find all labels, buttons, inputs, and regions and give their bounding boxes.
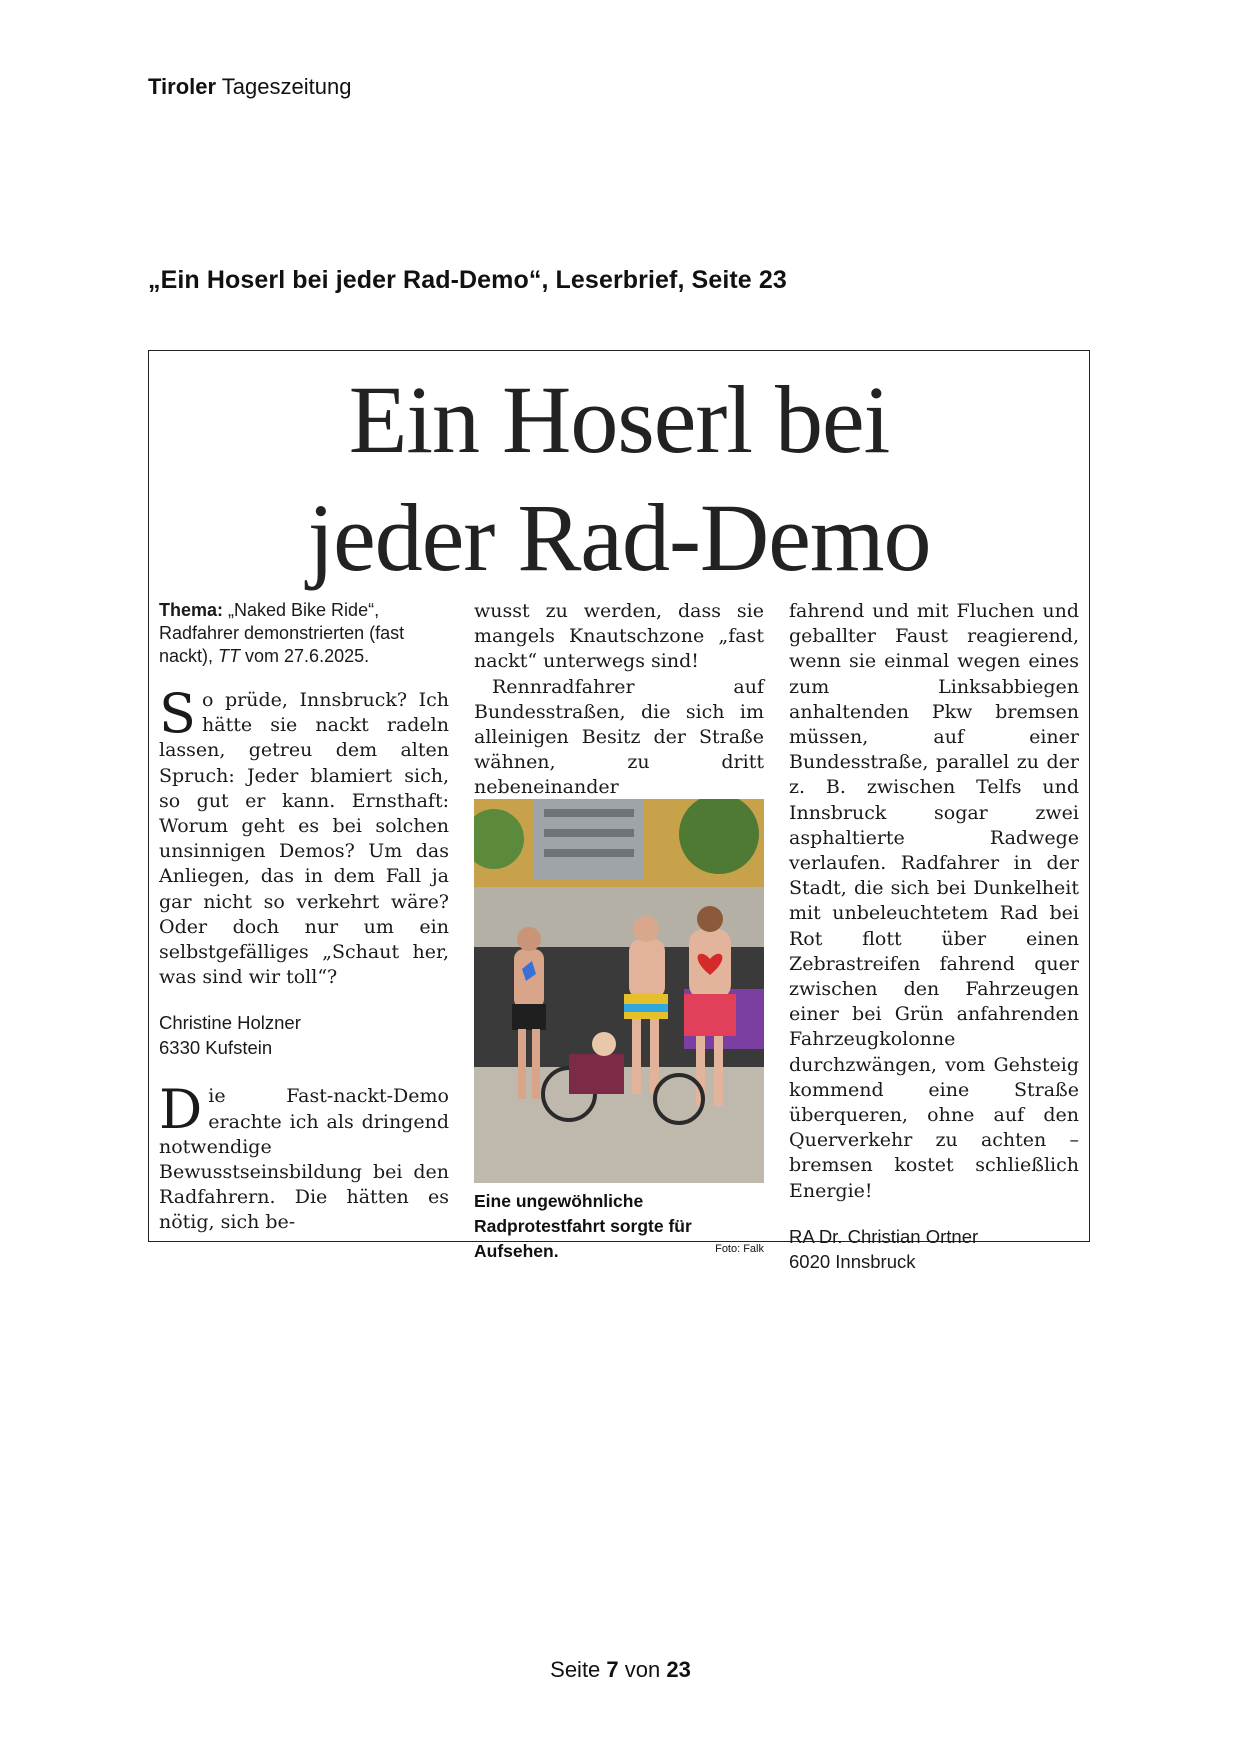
- photo-illustration: [474, 799, 764, 1183]
- column-1: [159, 599, 449, 1236]
- photo-caption: [474, 1189, 764, 1264]
- topic-tt: TT: [218, 646, 241, 666]
- footer-prefix: Seite: [550, 1657, 607, 1682]
- publication-name-rest: Tageszeitung: [216, 74, 352, 99]
- column-3: [789, 599, 1079, 1298]
- letter-1-place: 6330 Kufstein: [159, 1037, 273, 1059]
- letter-2-place: 6020 Innsbruck: [789, 1250, 916, 1272]
- letter-2-col2-para2: Rennradfahrer auf Bundesstraßen, die sich im alleinigen Besitz der Straße wähnen, zu dritt nebeneinander: [474, 675, 764, 799]
- topic-text: „Naked Bike Ride“, Radfahrer demonstrierten (fast nackt),: [159, 600, 405, 666]
- letter-1-text: o prüde, Innsbruck? Ich hätte sie nackt radeln lassen, getreu dem alten Spruch: Jeder blamiert sich, so gut er kann. Ernsthaft: Worum geht es bei solchen unsinnigen Demos? Um das Anliegen, das in dem Fall ja gar nicht so verkehrt wäre? Oder doch nur um ein selbstgefälliges „Schaut her, was sind wir toll“?: [159, 689, 449, 989]
- letter-2-signature: [789, 1224, 1079, 1274]
- letter-1-author: Christine Holzner: [159, 1012, 301, 1034]
- letter-2-col3-text: fahrend und mit Fluchen und geballter Faust reagierend, wenn sie einmal wegen eines zum Linksabbiegen anhaltenden Pkw bremsen müssen, auf einer Bundesstraße, parallel zu der z. B. zwischen Telfs und Innsbruck sogar zwei asphaltierte Radwege verlaufen. Radfahrer in der Stadt, die sich bei Dunkelheit mit unbeleuchtetem Rad bei Rot flott über einen Zebrastreifen fahrend quer zwischen den Fahrzeugen einer bei Grün anfahrenden Fahrzeugkolonne durchzwängen, vom Gehsteig kommend eine Straße überqueren, ohne auf den Querverkehr zu achten – bremsen kostet schließlich Energie!: [789, 600, 1079, 1202]
- page-footer: [0, 1657, 1241, 1683]
- letter-2-dropcap: D: [159, 1078, 203, 1142]
- article-reference: „Ein Hoserl bei jeder Rad-Demo“, Leserbrief, Seite 23: [148, 266, 787, 294]
- letter-2-body-start: [159, 1078, 449, 1235]
- topic-note: [159, 599, 449, 668]
- footer-page-number: 7: [606, 1657, 619, 1682]
- letter-1-body: [159, 682, 449, 990]
- footer-middle: von: [618, 1657, 667, 1682]
- newspaper-clipping: [148, 350, 1090, 1272]
- clipping-headline: [149, 361, 1089, 597]
- topic-date: vom 27.6.2025.: [240, 646, 370, 666]
- footer-page-total: 23: [666, 1657, 691, 1682]
- column-2: [474, 599, 764, 801]
- bike-demo-photo: [474, 799, 764, 1183]
- letter-2-author: RA Dr. Christian Ortner: [789, 1225, 979, 1247]
- letter-2-text-col1: ie Fast-nackt-Demo erachte ich als dringend notwendige Bewusstseinsbildung bei den Radfahrern. Die hätten es nötig, sich be-: [159, 1085, 449, 1234]
- letter-1-signature: [159, 1010, 449, 1060]
- photo-caption-text: Eine ungewöhnliche Radprotestfahrt sorgte für Aufsehen.: [474, 1191, 692, 1261]
- headline-line-1: Ein Hoserl bei: [348, 366, 890, 473]
- publication-name-bold: Tiroler: [148, 74, 217, 99]
- letter-1-dropcap: S: [159, 682, 196, 745]
- photo-credit: Foto: Falk: [715, 1243, 764, 1255]
- publication-name: [148, 74, 351, 100]
- topic-label: Thema:: [159, 600, 224, 620]
- headline-line-2: jeder Rad-Demo: [307, 484, 931, 591]
- letter-2-col2-para1: wusst zu werden, dass sie mangels Knautschzone „fast nackt“ unterwegs sind!: [474, 600, 764, 673]
